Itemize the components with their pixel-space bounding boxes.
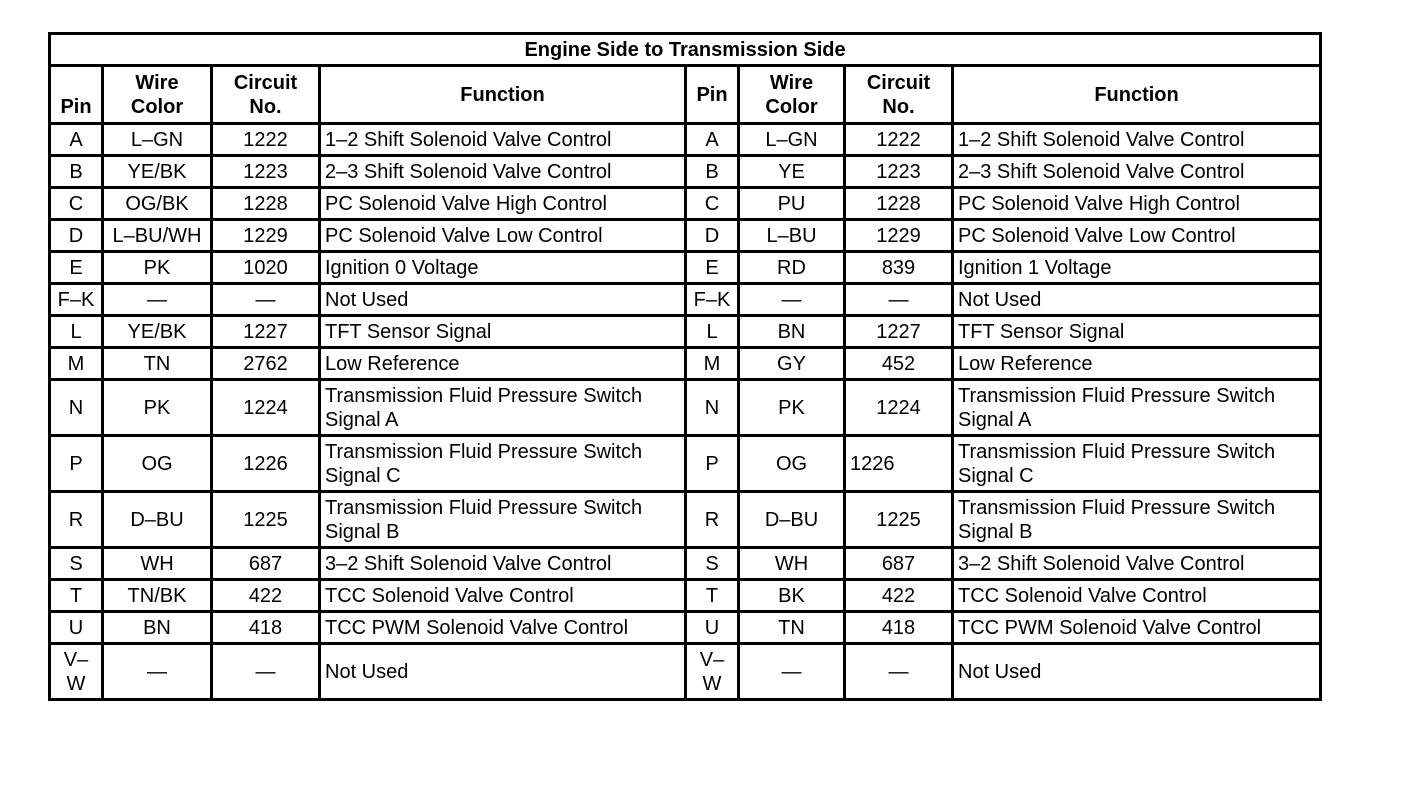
transmission-pin: B [686,156,739,188]
table-row [50,612,1321,644]
transmission-pin: V–W [686,644,739,700]
engine-pin: P [50,436,103,492]
engine-wire-color: PK [103,380,212,436]
engine-function: Not Used [320,644,686,700]
transmission-circuit: 1226 [845,436,953,492]
engine-wire-color: L–BU/WH [103,220,212,252]
engine-circuit: 1020 [212,252,320,284]
transmission-function: TFT Sensor Signal [953,316,1321,348]
transmission-pin: E [686,252,739,284]
transmission-pin: C [686,188,739,220]
engine-circuit: 422 [212,580,320,612]
transmission-wire-color: PU [739,188,845,220]
engine-circuit: — [212,644,320,700]
transmission-pin: T [686,580,739,612]
table-row [50,220,1321,252]
transmission-wire-color: BK [739,580,845,612]
transmission-function: 2–3 Shift Solenoid Valve Control [953,156,1321,188]
transmission-pin: U [686,612,739,644]
transmission-function: PC Solenoid Valve Low Control [953,220,1321,252]
table-row [50,156,1321,188]
table-row [50,644,1321,700]
transmission-wire-color: — [739,284,845,316]
transmission-function: Low Reference [953,348,1321,380]
header-wire-color-engine [103,66,212,124]
engine-pin: B [50,156,103,188]
engine-wire-color: OG/BK [103,188,212,220]
engine-pin: L [50,316,103,348]
transmission-circuit: 1223 [845,156,953,188]
table-row [50,436,1321,492]
transmission-function: 3–2 Shift Solenoid Valve Control [953,548,1321,580]
header-circuit-line1: Circuit [866,71,931,94]
transmission-circuit: 1227 [845,316,953,348]
transmission-function: TCC Solenoid Valve Control [953,580,1321,612]
transmission-function: Not Used [953,644,1321,700]
engine-function: Low Reference [320,348,686,380]
engine-circuit: 1227 [212,316,320,348]
table-row [50,380,1321,436]
transmission-function: Transmission Fluid Pressure Switch Signal A [953,380,1321,436]
engine-circuit: 2762 [212,348,320,380]
header-wire-color-transmission [739,66,845,124]
engine-wire-color: OG [103,436,212,492]
transmission-function: TCC PWM Solenoid Valve Control [953,612,1321,644]
engine-pin: S [50,548,103,580]
engine-function: Transmission Fluid Pressure Switch Signal C [320,436,686,492]
engine-wire-color: WH [103,548,212,580]
transmission-circuit: 1229 [845,220,953,252]
transmission-function: Ignition 1 Voltage [953,252,1321,284]
engine-pin: T [50,580,103,612]
transmission-wire-color: TN [739,612,845,644]
engine-function: TCC PWM Solenoid Valve Control [320,612,686,644]
table-row [50,188,1321,220]
transmission-pin: D [686,220,739,252]
engine-function: Transmission Fluid Pressure Switch Signal A [320,380,686,436]
table-row [50,284,1321,316]
table-row [50,124,1321,156]
transmission-circuit: 1222 [845,124,953,156]
engine-pin: E [50,252,103,284]
engine-pin: V–W [50,644,103,700]
engine-function: Ignition 0 Voltage [320,252,686,284]
engine-wire-color: BN [103,612,212,644]
transmission-pin: R [686,492,739,548]
engine-function: Transmission Fluid Pressure Switch Signal B [320,492,686,548]
engine-circuit: 418 [212,612,320,644]
engine-circuit: — [212,284,320,316]
transmission-function: Transmission Fluid Pressure Switch Signal C [953,436,1321,492]
engine-pin: F–K [50,284,103,316]
engine-wire-color: D–BU [103,492,212,548]
transmission-circuit: 1225 [845,492,953,548]
transmission-wire-color: RD [739,252,845,284]
engine-wire-color: TN/BK [103,580,212,612]
engine-circuit: 1229 [212,220,320,252]
transmission-wire-color: YE [739,156,845,188]
engine-wire-color: — [103,284,212,316]
engine-circuit: 1225 [212,492,320,548]
transmission-wire-color: PK [739,380,845,436]
engine-wire-color: — [103,644,212,700]
header-wire-line1: Wire [135,71,179,94]
transmission-pin: S [686,548,739,580]
header-wire-line2: Color [130,95,184,118]
header-wire-line2: Color [765,95,818,118]
engine-pin: A [50,124,103,156]
engine-pin: D [50,220,103,252]
transmission-circuit: — [845,284,953,316]
engine-wire-color: PK [103,252,212,284]
engine-function: TCC Solenoid Valve Control [320,580,686,612]
engine-function: TFT Sensor Signal [320,316,686,348]
engine-wire-color: L–GN [103,124,212,156]
transmission-circuit: 422 [845,580,953,612]
header-function-engine: Function [320,66,686,124]
transmission-wire-color: BN [739,316,845,348]
header-wire-line1: Wire [769,71,814,94]
transmission-circuit: 839 [845,252,953,284]
engine-function: PC Solenoid Valve High Control [320,188,686,220]
engine-function: 2–3 Shift Solenoid Valve Control [320,156,686,188]
engine-pin: M [50,348,103,380]
table-row [50,316,1321,348]
header-circuit-line2: No. [882,95,915,118]
transmission-circuit: 452 [845,348,953,380]
engine-pin: N [50,380,103,436]
transmission-pin: L [686,316,739,348]
transmission-circuit: 1224 [845,380,953,436]
engine-wire-color: YE/BK [103,156,212,188]
engine-circuit: 1224 [212,380,320,436]
transmission-circuit: 1228 [845,188,953,220]
connector-pinout-table [48,32,1322,701]
engine-circuit: 1223 [212,156,320,188]
connector-table-wrapper [48,32,1322,701]
engine-function: PC Solenoid Valve Low Control [320,220,686,252]
header-pin-transmission: Pin [686,66,739,124]
engine-function: Not Used [320,284,686,316]
engine-function: 3–2 Shift Solenoid Valve Control [320,548,686,580]
table-row [50,492,1321,548]
transmission-function: Not Used [953,284,1321,316]
engine-circuit: 687 [212,548,320,580]
engine-wire-color: TN [103,348,212,380]
transmission-function: Transmission Fluid Pressure Switch Signal B [953,492,1321,548]
table-row [50,548,1321,580]
transmission-circuit: 687 [845,548,953,580]
engine-circuit: 1226 [212,436,320,492]
transmission-wire-color: OG [739,436,845,492]
engine-circuit: 1228 [212,188,320,220]
table-row [50,252,1321,284]
transmission-wire-color: GY [739,348,845,380]
engine-circuit: 1222 [212,124,320,156]
transmission-wire-color: L–BU [739,220,845,252]
transmission-pin: A [686,124,739,156]
transmission-pin: F–K [686,284,739,316]
table-title: Engine Side to Transmission Side [50,34,1321,66]
transmission-wire-color: WH [739,548,845,580]
header-circuit-engine [212,66,320,124]
engine-pin: R [50,492,103,548]
transmission-wire-color: — [739,644,845,700]
engine-pin: C [50,188,103,220]
transmission-wire-color: D–BU [739,492,845,548]
header-circuit-line1: Circuit [233,71,298,94]
header-pin-engine: Pin [50,66,103,124]
transmission-circuit: — [845,644,953,700]
engine-function: 1–2 Shift Solenoid Valve Control [320,124,686,156]
transmission-pin: M [686,348,739,380]
transmission-wire-color: L–GN [739,124,845,156]
header-circuit-transmission [845,66,953,124]
transmission-pin: N [686,380,739,436]
engine-wire-color: YE/BK [103,316,212,348]
table-row [50,580,1321,612]
transmission-function: 1–2 Shift Solenoid Valve Control [953,124,1321,156]
transmission-function: PC Solenoid Valve High Control [953,188,1321,220]
table-row [50,348,1321,380]
transmission-circuit: 418 [845,612,953,644]
header-circuit-line2: No. [249,95,282,118]
transmission-pin: P [686,436,739,492]
header-function-transmission: Function [953,66,1321,124]
engine-pin: U [50,612,103,644]
